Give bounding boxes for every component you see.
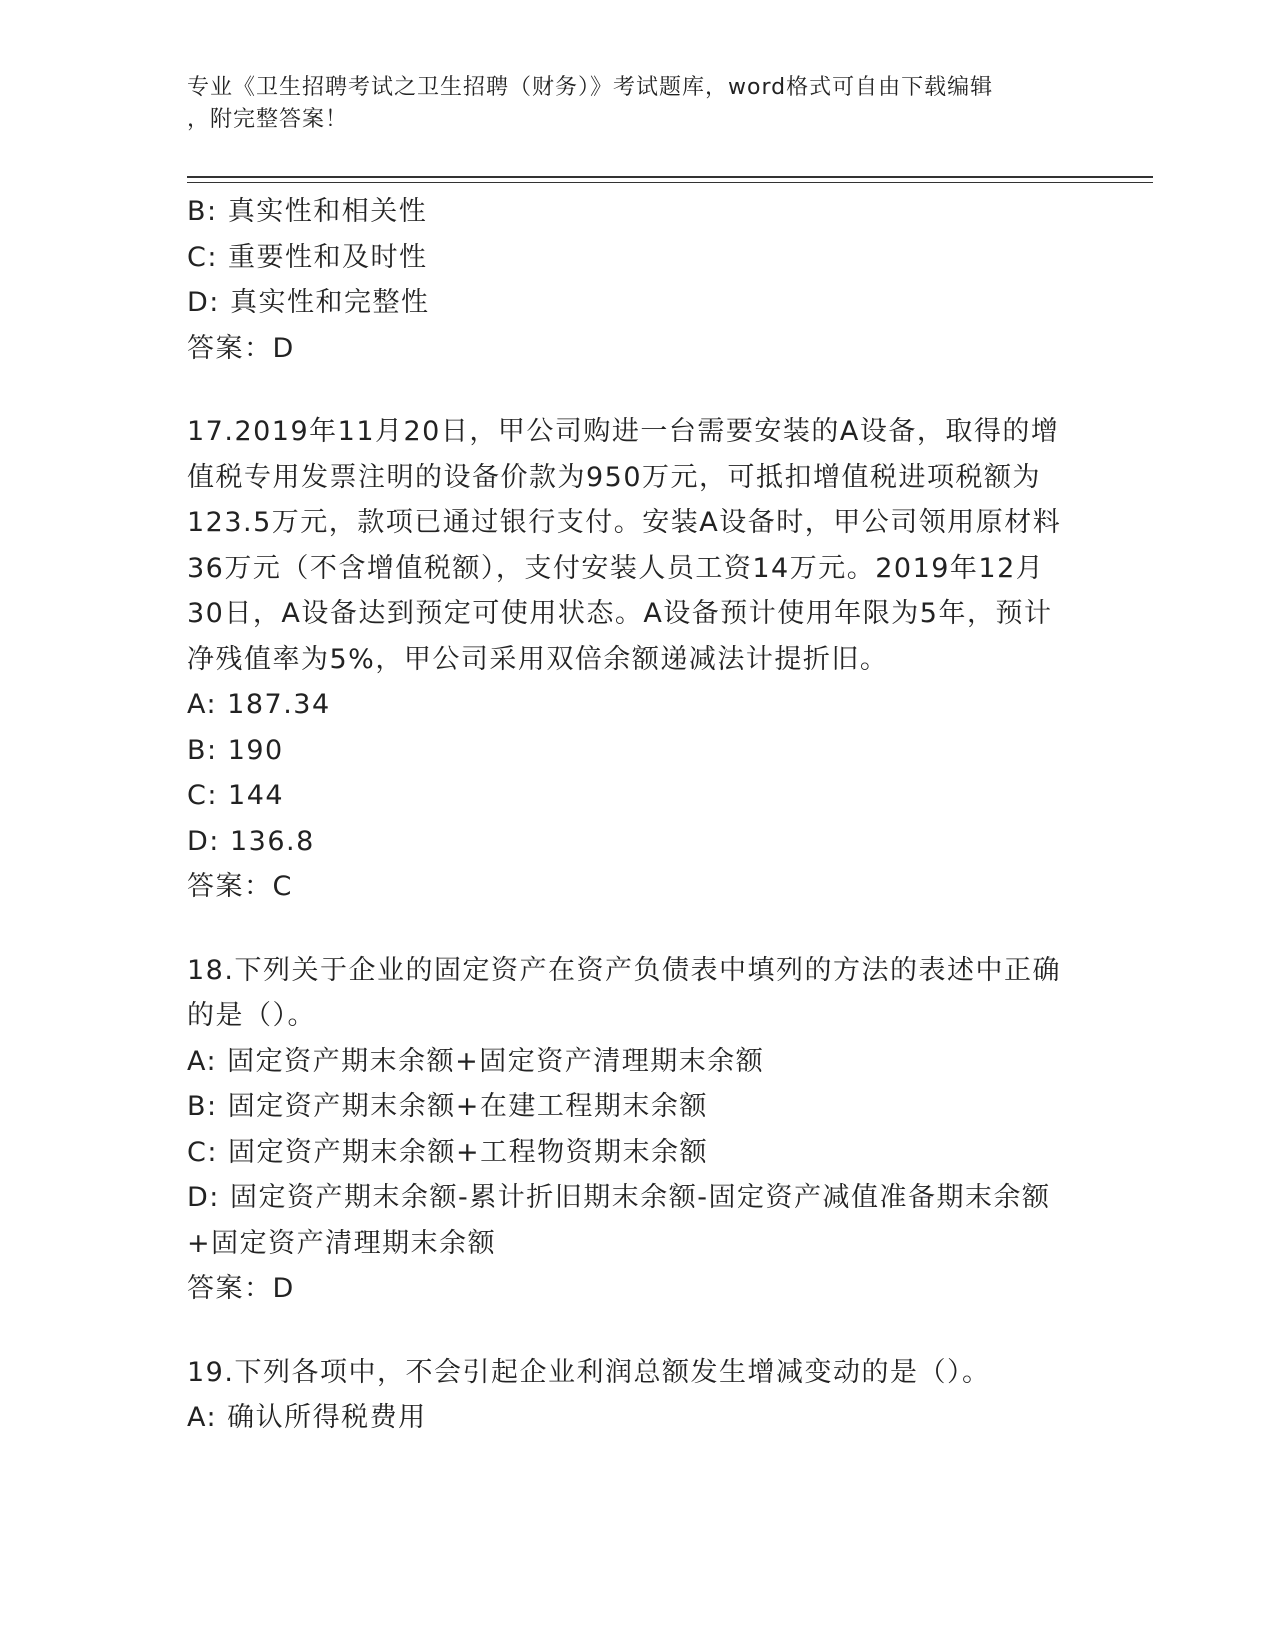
question-19 bbox=[187, 1350, 1087, 1441]
option-c: C: 重要性和及时性 bbox=[187, 241, 428, 273]
option-c: C: 144 bbox=[187, 780, 285, 811]
option-a: A: 固定资产期末余额+固定资产清理期末余额 bbox=[187, 1045, 765, 1077]
question-stem-line: 19.下列各项中，不会引起企业利润总额发生增减变动的是（）。 bbox=[187, 1356, 991, 1388]
page-header bbox=[187, 72, 1067, 136]
option-d: D: 固定资产期末余额-累计折旧期末余额-固定资产减值准备期末余额 bbox=[187, 1182, 1051, 1213]
option-d: D: 真实性和完整性 bbox=[187, 287, 430, 318]
option-b: B: 190 bbox=[187, 734, 284, 766]
question-stem-line: 18.下列关于企业的固定资产在资产负债表中填列的方法的表述中正确 bbox=[187, 954, 1061, 986]
header-line-2: ，附完整答案！ bbox=[187, 107, 349, 132]
option-a: A: 确认所得税费用 bbox=[187, 1402, 427, 1433]
question-stem-line: 123.5万元，款项已通过银行支付。安装A设备时，甲公司领用原材料 bbox=[187, 507, 1062, 538]
option-d: D: 136.8 bbox=[187, 825, 315, 857]
question-16 bbox=[187, 189, 1087, 371]
option-d-continued: +固定资产清理期末余额 bbox=[187, 1227, 497, 1259]
question-stem-line: 17.2019年11月20日，甲公司购进一台需要安装的A设备，取得的增 bbox=[187, 416, 1060, 447]
question-18 bbox=[187, 948, 1087, 1312]
answer-line: 答案：D bbox=[187, 332, 295, 364]
option-c: C: 固定资产期末余额+工程物资期末余额 bbox=[187, 1136, 709, 1168]
question-stem-line: 30日，A设备达到预定可使用状态。A设备预计使用年限为5年，预计 bbox=[187, 598, 1053, 629]
header-divider-thin bbox=[187, 182, 1153, 183]
question-stem-line: 值税专用发票注明的设备价款为950万元，可抵扣增值税进项税额为 bbox=[187, 461, 1042, 493]
header-divider bbox=[187, 176, 1153, 178]
option-b: B: 固定资产期末余额+在建工程期末余额 bbox=[187, 1091, 708, 1122]
header-line-1: 专业《卫生招聘考试之卫生招聘（财务）》考试题库，word格式可自由下载编辑 bbox=[187, 75, 994, 100]
option-b: B: 真实性和相关性 bbox=[187, 196, 428, 227]
answer-line: 答案：C bbox=[187, 871, 293, 902]
answer-line: 答案：D bbox=[187, 1273, 295, 1304]
question-17 bbox=[187, 409, 1087, 910]
question-stem-line: 净残值率为5%，甲公司采用双倍余额递减法计提折旧。 bbox=[187, 643, 889, 675]
question-stem-line: 36万元（不含增值税额），支付安装人员工资14万元。2019年12月 bbox=[187, 552, 1045, 584]
document-body bbox=[187, 189, 1087, 1441]
question-stem-line: 的是（）。 bbox=[187, 1000, 316, 1031]
option-a: A: 187.34 bbox=[187, 689, 331, 720]
